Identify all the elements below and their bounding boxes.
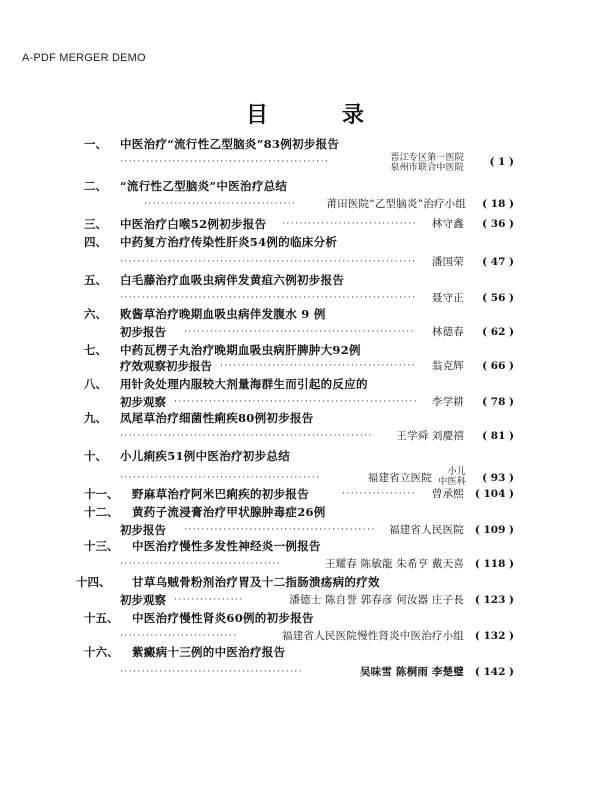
entry-title: 甘草乌贼骨粉剂治疗胃及十二指肠溃疡病的疗效 [132,575,380,589]
entry-author: 潘国荣 [431,256,464,268]
page-number: ( 66 ) [482,360,514,372]
entry-title-continued: 初步观察 [120,395,166,409]
entry-title: 中医治疗“流行性乙型脑炎”83例初步报告 [120,137,340,151]
entry-number: 四、 [84,235,107,249]
entry-title: 小儿痢疾51例中医治疗初步总结 [120,449,291,463]
entry-number: 十三、 [84,539,119,553]
entry-author: 莆田医院“乙型脑炎”治疗小组 [326,198,466,210]
author-line-2: 中医科 [438,477,466,487]
entry-number: 八、 [84,377,107,391]
page-number: ( 62 ) [482,326,514,338]
entry-author: 聂守正 [431,292,464,304]
entry-title-continued: 疗效观察初步报告 [120,359,212,373]
page-number: ( 1 ) [489,156,514,168]
page-number: ( 123 ) [474,594,514,606]
entry-number: 十四、 [76,575,111,589]
entry-number: 三、 [84,217,107,231]
author-line-2: 泉州市联合中医院 [390,163,464,173]
entry-number: 九、 [84,411,107,425]
entry-author-dept [430,467,466,487]
page-number: ( 104 ) [474,488,514,500]
entry-number: 十二、 [84,505,119,519]
leader-dots [120,428,372,444]
page-number: ( 93 ) [482,472,514,484]
page-title [0,98,612,129]
page-number: ( 132 ) [474,630,514,642]
entry-author: 王学舜 刘慶禧 [396,430,464,442]
entry-title: 凤尾草治疗细菌性痢疾80例初步报告 [120,411,314,425]
entry-title: 败酱草治疗晚期血吸虫病伴发腹水 9 例 [120,307,326,321]
entry-author: 王耀春 陈敏龍 朱希亨 戴天喜 [324,558,464,570]
leader-dots [282,216,418,232]
page-number: ( 78 ) [482,396,514,408]
page-number: ( 56 ) [482,292,514,304]
watermark: A-PDF MERGER DEMO [22,52,146,64]
entry-author: 潘德士 陈自誉 郭春彦 何汝器 庄子長 [289,594,464,606]
entry-number: 五、 [84,273,107,287]
page-number: ( 18 ) [482,198,514,210]
leader-dots [120,470,320,486]
page-number: ( 36 ) [482,218,514,230]
entry-title: 紫癜病十三例的中医治疗报告 [132,645,286,659]
leader-dots [120,628,238,644]
leader-dots [174,394,416,410]
leader-dots [174,592,244,608]
entry-title: 野麻草治疗阿米巴痢疾的初步报告 [132,487,309,501]
entry-number: 六、 [84,307,107,321]
leader-dots [120,290,416,306]
entry-number: 十五、 [84,611,119,625]
page-number: ( 142 ) [474,666,514,678]
leader-dots [220,358,416,374]
entry-number: 七、 [84,343,107,357]
leader-dots [120,254,416,270]
entry-title: 黄药子流浸膏治疗甲状腺肿毒症26例 [132,505,326,519]
entry-author: 林守鑫 [431,218,464,230]
entry-title-continued: 初步报告 [120,523,166,537]
author-line-1: 晋江专区第一医院 [390,153,464,163]
entry-author [330,153,464,173]
entry-number: 十一、 [84,487,119,501]
entry-title-continued: 初步报告 [120,325,166,339]
entry-author: 李学耕 [431,396,464,408]
entry-title: “流行性乙型脑炎”中医治疗总结 [120,179,288,193]
entry-title: 中药瓦楞子丸治疗晚期血吸虫病肝脾肿大92例 [120,343,361,357]
leader-dots [184,324,416,340]
entry-number: 十六、 [84,645,119,659]
entry-number: 一、 [84,137,107,151]
page-number: ( 109 ) [474,524,514,536]
title-char-2: 录 [342,102,367,128]
leader-dots [120,154,330,170]
entry-title: 中药复方治疗传染性肝炎54例的临床分析 [120,235,338,249]
entry-title: 中医治疗慢性肾炎60例的初步报告 [132,611,314,625]
leader-dots [342,486,414,502]
entry-author: 福建省立医院 [367,472,432,484]
title-char-1: 目 [245,102,270,128]
entry-number: 十、 [84,449,107,463]
entry-author: 林德春 [431,326,464,338]
entry-title: 中医治疗白喉52例初步报告 [120,217,267,231]
entry-title-continued: 初步观察 [120,593,166,607]
entry-author: 福建省人民医院慢性肾炎中医治疗小组 [282,630,464,642]
entry-author: 翁克辉 [431,360,464,372]
entry-author: 福建省人民医院 [389,524,464,536]
page-number: ( 47 ) [482,256,514,268]
entry-number: 二、 [84,179,107,193]
leader-dots [144,196,294,212]
entry-title: 白毛藤治疗血吸虫病伴发黄疸六例初步报告 [120,273,345,287]
page-number: ( 118 ) [474,558,514,570]
leader-dots [120,556,280,572]
author-line-1: 小儿 [447,467,466,477]
leader-dots [184,522,374,538]
page-number: ( 81 ) [482,430,514,442]
entry-author: 吴味雪 陈桐雨 李楚璧 [359,666,464,678]
leader-dots [120,664,304,680]
entry-title: 用针灸处理内服较大剂量海群生而引起的反应的 [120,377,368,391]
entry-title: 中医治疗慢性多发性神经炎一例报告 [132,539,321,553]
entry-author: 曾承熙 [431,488,464,500]
